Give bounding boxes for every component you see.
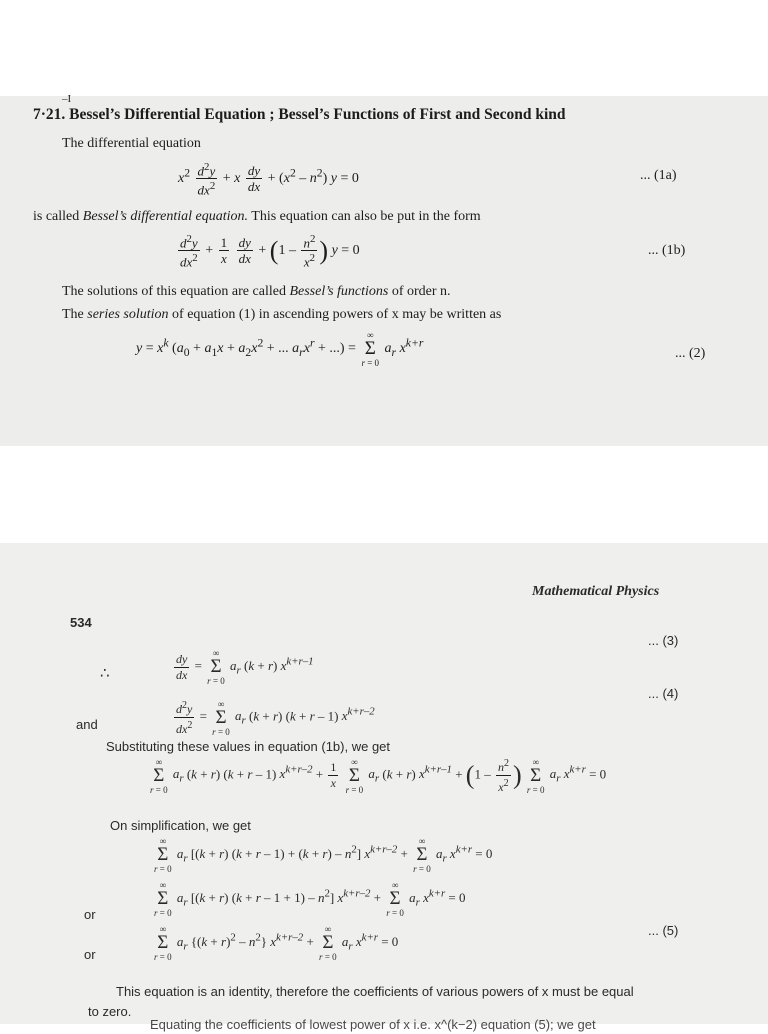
margin-mark: –I — [62, 93, 72, 105]
equation-3-label: ... (3) — [648, 633, 679, 648]
substituting-text: Substituting these values in equation (1b), we get — [106, 739, 391, 754]
equation-1b: $\frac{d^2y}{dx^2}$ + $\frac{1}{x}$ $\frac{dy}{dx}$ + (1 – $\frac{n^2}{x^2}$ ) y = 0 — [180, 233, 360, 270]
series-solution-term: series solution — [87, 307, 169, 322]
simplified-equation-2: ∞ Σ r = 0 $a_r$ [(k + r) $(k + r - 1 + 1) - n^2$] $x^{k+r-2}$ + ∞ Σ r = 0 $a_r$ $x^{k+r} = 0$ — [154, 880, 466, 918]
simplification-text: On simplification, we get — [110, 818, 251, 833]
called-paragraph: is called Bessel’s differential equation. This equation can also be put in the form — [33, 209, 481, 224]
bessel-equation-term: Bessel’s differential equation. — [82, 209, 249, 224]
identity-text: This equation is an identity, therefore the coefficients of various powers of x must be equal — [116, 984, 634, 999]
equation-4: $\frac{d^2y}{dx^2}$ = ∞ Σ r = 0 $a_r$ (k + r) (k + r – 1) $x^{k+r-2}$ — [176, 698, 375, 737]
or-word-2: or — [84, 947, 96, 962]
section-number: 7·21. — [33, 106, 66, 123]
page-number: 534 — [70, 615, 92, 630]
equation-4-label: ... (4) — [648, 686, 679, 701]
equation-3: $\frac{dy}{dx}$ = ∞ Σ r = 0 $a_r$ (k + r) $x^{k+r-1}$ — [176, 648, 314, 686]
equation-5: ∞ Σ r = 0 $a_r$ $\{(k + r)^2 - n^2\}$ $x^{k+r-2}$ + ∞ Σ r = 0 $a_r$ $x^{k+r} = 0$ — [154, 924, 399, 962]
solutions-paragraph: The solutions of this equation are called Bessel’s functions of order n. — [62, 284, 451, 299]
therefore-symbol: ∴ — [100, 665, 110, 682]
lowest-power-text: Equating the coefficients of lowest power of x i.e. x^(k−2) equation (5); we get — [150, 1017, 596, 1032]
section-heading — [33, 106, 566, 124]
equation-1a: $x^2$ $\frac{d^2y}{dx^2}$ + x $\frac{dy}{dx}$ + $(x^2 - n^2) y = 0$ — [178, 161, 359, 198]
running-head: Mathematical Physics — [532, 584, 660, 599]
bessel-functions-term: Bessel’s functions — [289, 284, 389, 299]
equation-1a-label: ... (1a) — [640, 168, 677, 183]
section-title: Bessel’s Differential Equation ; Bessel’s Functions of First and Second kind — [69, 106, 566, 123]
simplified-equation-1: ∞ Σ r = 0 $a_r$ [(k + r) $(k + r - 1) + (k + r) - n^2$] $x^{k+r-2}$ + ∞ Σ r = 0 $a_r$ $x^{k+r} = 0$ — [154, 836, 493, 874]
equation-2: $y = x^k$ ($a_0 + a_1x + a_2x^2$ + ... $a_rx^r$ + ...) = ∞ Σ r = 0 $a_r$ $x^{k+r}$ — [136, 330, 424, 368]
equation-5-label: ... (5) — [648, 923, 679, 938]
equation-2-label: ... (2) — [675, 346, 706, 361]
equation-1b-label: ... (1b) — [648, 243, 686, 258]
or-word-1: or — [84, 907, 96, 922]
substituted-equation: ∞ Σ r = 0 $a_r$ (k + r) (k + r – 1) $x^{k+r-2}$ + $\frac{1}{x}$ ∞ Σ r = 0 $a_r$ (k + r) $x^{k+r-1} + (1$ – $\frac{n^2}{x^2}$ ) ∞ Σ r = 0 $a_r$ $x^{k+r} = 0$ — [150, 756, 607, 795]
and-word: and — [76, 717, 98, 732]
intro-text: The differential equation — [62, 136, 201, 151]
to-zero-text: to zero. — [88, 1004, 132, 1019]
series-paragraph: The series solution of equation (1) in ascending powers of x may be written as — [62, 307, 502, 322]
